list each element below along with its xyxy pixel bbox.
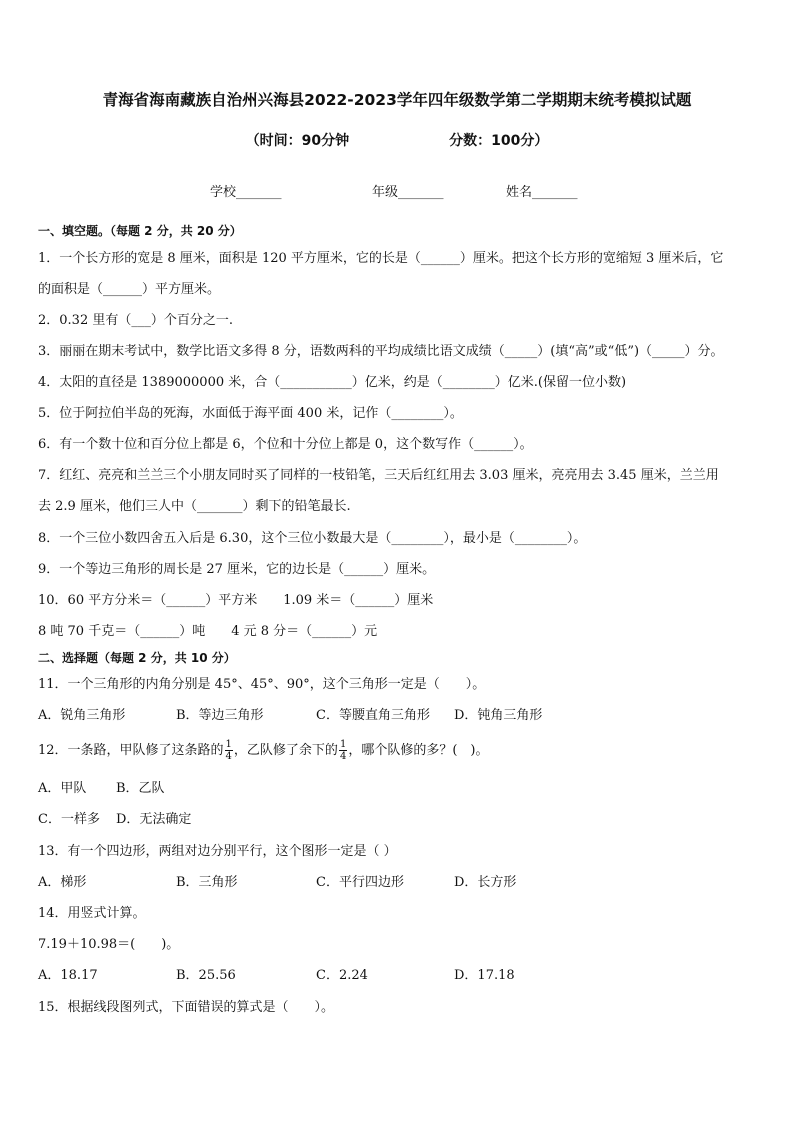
option-d: D．17.18 [454,968,515,983]
q15-stem: 15．根据线段图列式，下面错误的算式是（ ）。 [38,1000,335,1015]
fraction-one-quarter [225,739,233,762]
q14-options [38,967,515,985]
question-line: 去 2.9 厘米，他们三人中（_______）剩下的铅笔最长. [38,499,351,514]
option-d: D．钝角三角形 [454,708,543,723]
option-b: B．等边三角形 [176,708,264,723]
section1-heading: 一、填空题。（每题 2 分，共 20 分） [38,224,242,238]
option-a: A．锐角三角形 [38,708,126,723]
grade-field: 年级_______ [372,185,444,200]
school-field: 学校_______ [210,185,282,200]
option-c: C．平行四边形 [316,875,404,890]
option-b: B．乙队 [116,781,165,796]
q11-options [38,707,542,725]
q13-options [38,874,516,892]
question-line: 6．有一个数十位和百分位上都是 6，个位和十分位上都是 0，这个数写作（______）。 [38,437,533,452]
q12-stem [38,738,488,764]
exam-subtitle [0,130,794,150]
option-c: C．等腰直角三角形 [316,708,430,723]
question-line: 4．太阳的直径是 1389000000 米，合（___________）亿米，约是（________）亿米.(保留一位小数) [38,375,627,390]
exam-time: （时间：90分钟 [245,133,350,149]
fraction-denominator: 4 [225,751,232,762]
question-line: 的面积是（______）平方厘米。 [38,282,221,297]
question-line: 5．位于阿拉伯半岛的死海，水面低于海平面 400 米，记作（________）。 [38,406,463,421]
question-line: 10．60 平方分米＝（______）平方米 1.09 米＝（______）厘米 [38,593,434,608]
name-field: 姓名_______ [506,185,578,200]
fraction-numerator: 1 [225,739,232,750]
question-line: 3．丽丽在期末考试中，数学比语文多得 8 分，语数两科的平均成绩比语文成绩（_____）(填“高”或“低”)（_____）分。 [38,344,724,359]
option-b: B．25.56 [176,968,236,983]
fraction-denominator: 4 [339,751,347,762]
q11-stem: 11．一个三角形的内角分别是 45°、45°、90°，这个三角形一定是（ ）。 [38,677,486,692]
exam-title: 青海省海南藏族自治州兴海县2022-2023学年四年级数学第二学期期末统考模拟试题 [102,91,692,109]
option-b: B．三角形 [176,875,238,890]
question-line: 2．0.32 里有（___）个百分之一. [38,313,233,328]
question-line: 9．一个等边三角形的周长是 27 厘米，它的边长是（______）厘米。 [38,562,436,577]
q12-options-row1 [38,780,165,798]
fraction-numerator: 1 [339,739,347,750]
question-line: 8．一个三位小数四舍五入后是 6.30，这个三位小数最大是（________），最小是（________）。 [38,531,587,546]
question-line: 1．一个长方形的宽是 8 厘米，面积是 120 平方厘米，它的长是（______）厘米。把这个长方形的宽缩短 3 厘米后，它 [38,251,724,266]
question-line: 8 吨 70 千克＝（______）吨 4 元 8 分＝（______）元 [38,624,378,639]
q14-stem: 14．用竖式计算。 [38,906,146,921]
q12-options-row2 [38,811,191,829]
fraction-one-quarter [339,739,347,762]
q12-stem-part: ，乙队修了余下的 [233,743,338,758]
option-c: C．一样多 [38,812,100,827]
option-d: D．长方形 [454,875,517,890]
question-line: 7．红红、亮亮和兰兰三个小朋友同时买了同样的一枝铅笔，三天后红红用去 3.03 厘米，亮亮用去 3.45 厘米，兰兰用 [38,468,719,483]
option-d: D．无法确定 [116,812,192,827]
option-a: A．18.17 [38,968,98,983]
q13-stem: 13．有一个四边形，两组对边分别平行，这个图形一定是（ ） [38,844,397,859]
exam-score: 分数：100分） [449,133,549,149]
q12-stem-part: 12．一条路，甲队修了这条路的 [38,743,224,758]
option-a: A．梯形 [38,875,87,890]
option-c: C．2.24 [316,968,368,983]
option-a: A．甲队 [38,781,87,796]
section2-heading: 二、选择题（每题 2 分，共 10 分） [38,651,236,665]
q14-expression: 7.19＋10.98＝( )。 [38,937,180,952]
q12-stem-part: ，哪个队修的多？( )。 [348,743,489,758]
